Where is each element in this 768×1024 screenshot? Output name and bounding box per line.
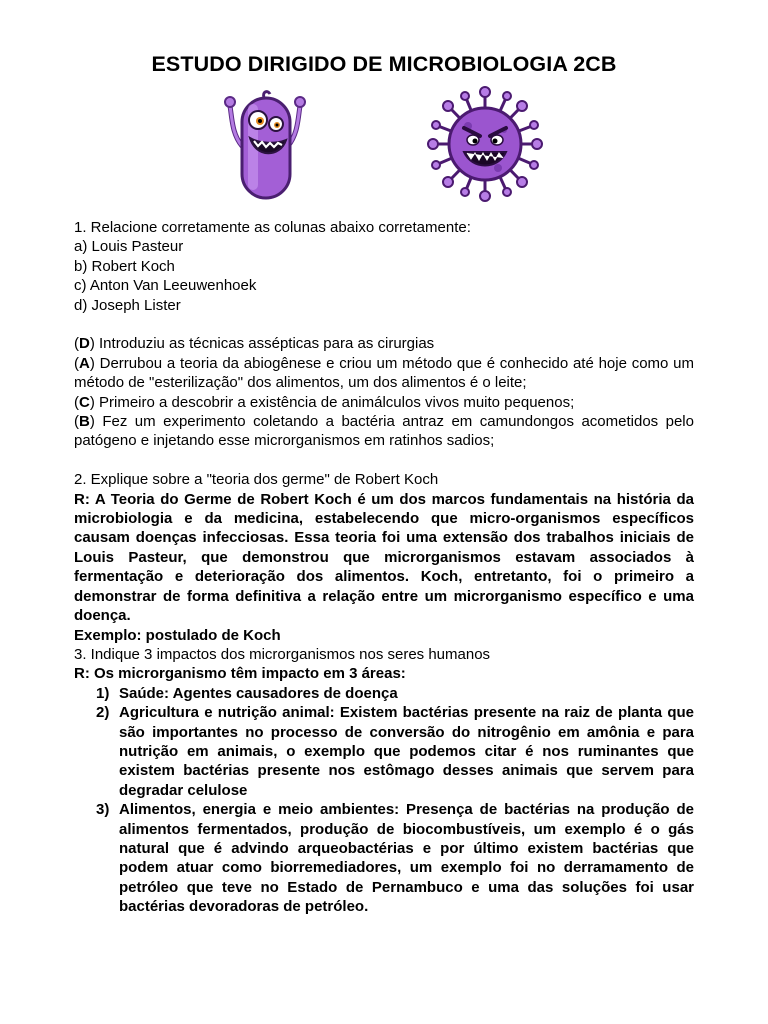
answer-letter: D: [79, 335, 90, 353]
option-c: c) Anton Van Leeuwenhoek: [74, 277, 257, 295]
answer-text: Primeiro a descobrir a existência de animálculos vivos muito pequenos;: [94, 393, 575, 411]
answer-2: R: A Teoria do Germe de Robert Koch é um dos marcos fundamentais na história da microbiologia e da medicina, estabelecendo que micro-organismos específicos causam doenças infecciosas. Essa teoria foi uma extensão dos trabalhos iniciais de Louis Pasteur, que demonstrou que microrganismos estavam associados à fermentação e deterioração dos alimentos. Koch, entretanto, foi o primeiro a demonstrar de forma definitiva a relação entre um microrganismo específico e uma doença.: [74, 490, 694, 625]
answer-letter: B: [79, 413, 90, 431]
bacteria-cartoon-illustration: [224, 88, 306, 200]
question-3: 3. Indique 3 impactos dos microrganismos nos seres humanos: [74, 645, 491, 663]
answer-row: (D) Introduziu as técnicas assépticas para as cirurgias: [74, 335, 435, 353]
answer-row: (A) Derrubou a teoria da abiogênese e criou um método que é conhecido até hoje como um método de "esterilização" dos alimentos, um dos alimentos é o leite;: [74, 354, 694, 392]
question-2: 2. Explique sobre a "teoria dos germe" de Robert Koch: [74, 471, 439, 489]
list-number: 3): [96, 801, 110, 819]
list-item: [74, 684, 694, 703]
answer-text: Fez um experimento coletando a bactéria antraz em camundongos acometidos pelo patógeno e injetando esse microrganismos em ratinhos sadios;: [74, 413, 694, 450]
list-number: 1): [96, 684, 110, 702]
list-number: 2): [96, 704, 110, 722]
answer-row: (B) Fez um experimento coletando a bactéria antraz em camundongos acometidos pelo patógeno e injetando esse microrganismos em ratinhos sadios;: [74, 413, 694, 450]
list-text: Agricultura e nutrição animal: Existem bactérias presente na raiz de planta que são importantes no processo de conversão do nitrogênio em amônia e para nutrição em animais, o exemplo que podemos citar é nos ruminantes que existem bactérias presente nos estômago desses animais que servem para degradar celulose: [119, 704, 694, 799]
option-b: b) Robert Koch: [74, 257, 175, 275]
list-item: [74, 800, 694, 916]
answer-row: (C) Primeiro a descobrir a existência de animálculos vivos muito pequenos;: [74, 393, 575, 411]
option-a: a) Louis Pasteur: [74, 238, 184, 256]
answer-letter: C: [79, 393, 90, 411]
virus-cartoon-illustration: [426, 86, 544, 202]
list-item: [74, 703, 694, 800]
example-2: Exemplo: postulado de Koch: [74, 626, 281, 644]
answer-letter: A: [79, 354, 90, 372]
answer-text: Derrubou a teoria da abiogênese e criou um método que é conhecido até hoje como um método de "esterilização" dos alimentos, um dos alimentos é o leite;: [74, 354, 694, 392]
list-text: Saúde: Agentes causadores de doença: [119, 684, 398, 702]
list-text: Alimentos, energia e meio ambientes: Presença de bactérias na produção de alimentos fermentados, produção de biocombustíveis, um exemplo é o gás natural que é advindo arqueobactérias e por último existem bactérias que podem atuar como biorremediadores, um exemplo foi no derramamento de petróleo que teve no Estado de Pernambuco e uma das soluções foi usar bactérias devoradoras de petróleo.: [119, 801, 694, 916]
page-title: ESTUDO DIRIGIDO DE MICROBIOLOGIA 2CB: [151, 52, 617, 76]
option-d: d) Joseph Lister: [74, 296, 181, 314]
document-content: [74, 218, 694, 917]
answer-text: Introduziu as técnicas assépticas para as cirurgias: [94, 335, 435, 353]
impact-list: [74, 684, 694, 917]
answer-3-intro: R: Os microrganismo têm impacto em 3 áreas:: [74, 665, 406, 683]
question-1: 1. Relacione corretamente as colunas abaixo corretamente:: [74, 219, 471, 236]
